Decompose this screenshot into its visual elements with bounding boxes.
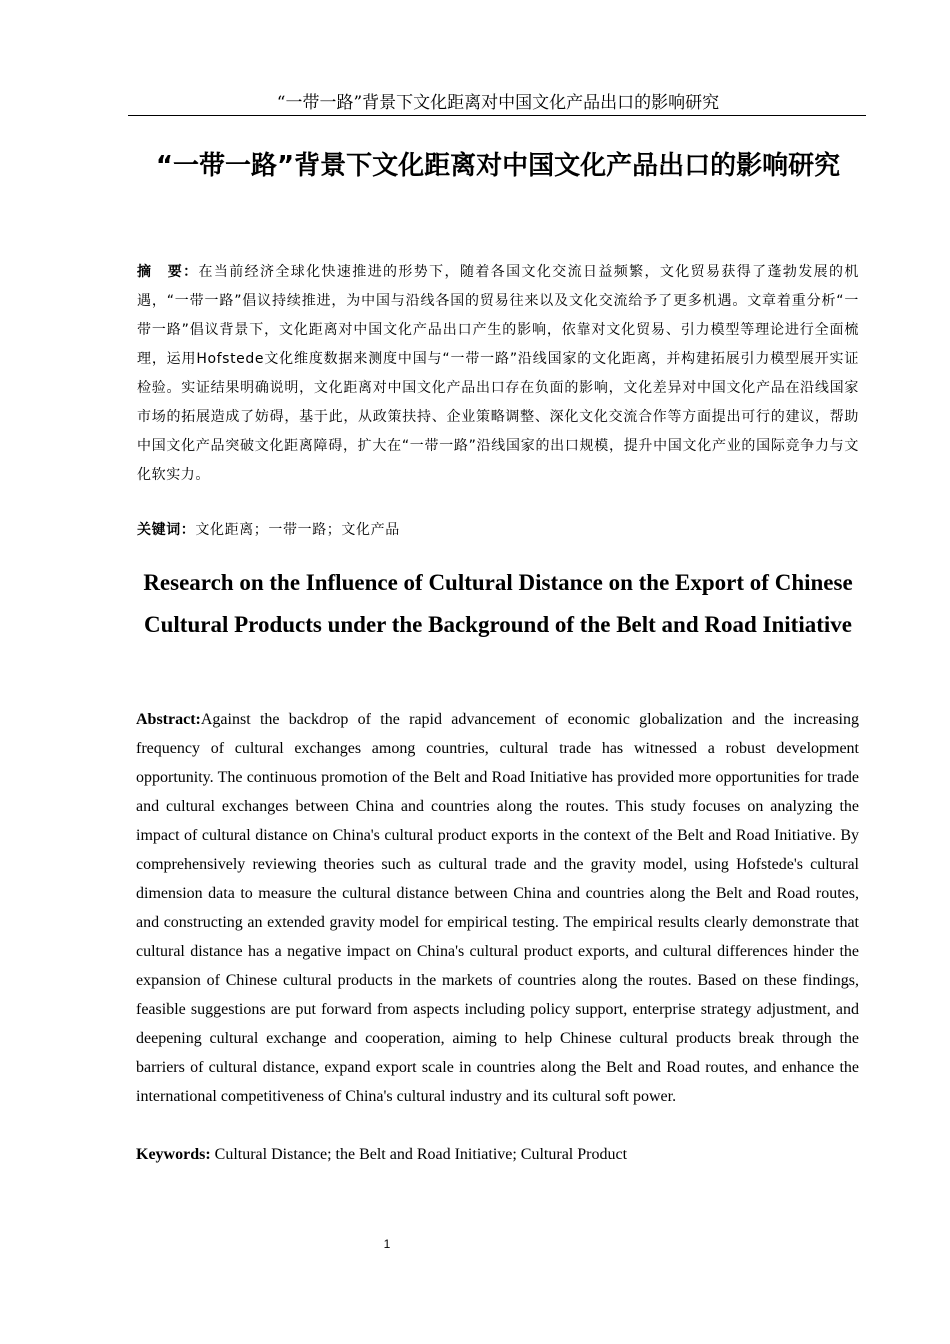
english-abstract-label: Abstract: <box>136 711 201 728</box>
chinese-abstract <box>137 258 859 490</box>
english-keywords-text: Cultural Distance; the Belt and Road Initiative; Cultural Product <box>210 1146 628 1163</box>
english-keywords <box>136 1140 859 1169</box>
chinese-keywords-text: 文化距离；一带一路；文化产品 <box>195 522 400 538</box>
english-title: Research on the Influence of Cultural Distance on the Export of Chinese Cultural Products under the Background of the Belt and Road Initiative <box>143 570 853 637</box>
chinese-title: “一带一路”背景下文化距离对中国文化产品出口的影响研究 <box>155 151 841 181</box>
header-rule <box>128 115 866 116</box>
english-keywords-label: Keywords: <box>136 1146 211 1163</box>
chinese-keywords <box>137 516 859 545</box>
chinese-keywords-label: 关键词： <box>137 522 196 538</box>
page-number: 1 <box>383 1237 391 1251</box>
english-abstract <box>136 705 859 1111</box>
english-abstract-text: Against the backdrop of the rapid advancement of economic globalization and the increasing frequency of cultural exchanges among countries, cultural trade has witnessed a robust development opportunity. The continuous promotion of the Belt and Road Initiative has provided more opportunities for trade and cultural exchanges between China and countries along the routes. This study focuses on analyzing the impact of cultural distance on China's cultural product exports in the context of the Belt and Road Initiative. By comprehensively reviewing theories such as cultural trade and the gravity model, using Hofstede's cultural dimension data to measure the cultural distance between China and countries along the Belt and Road routes, and constructing an extended gravity model for empirical testing. The empirical results clearly demonstrate that cultural distance has a negative impact on China's cultural product exports, and cultural differences hinder the expansion of Chinese cultural products in the markets of countries along the routes. Based on these findings, feasible suggestions are put forward from aspects including policy support, enterprise strategy adjustment, and deepening cultural exchange and cooperation, aiming to help Chinese cultural products break through the barriers of cultural distance, expand export scale in countries along the Belt and Road routes, and enhance the international competitiveness of China's cultural industry and its cultural soft power. <box>136 711 859 1105</box>
chinese-abstract-label: 摘 要： <box>137 264 199 280</box>
chinese-abstract-text: 在当前经济全球化快速推进的形势下，随着各国文化交流日益频繁，文化贸易获得了蓬勃发展的机遇，“一带一路”倡议持续推进，为中国与沿线各国的贸易往来以及文化交流给予了更多机遇。文章着重分析“一带一路”倡议背景下，文化距离对中国文化产品出口产生的影响，依靠对文化贸易、引力模型等理论进行全面梳理，运用Hofstede文化维度数据来测度中国与“一带一路”沿线国家的文化距离，并构建拓展引力模型展开实证检验。实证结果明确说明，文化距离对中国文化产品出口存在负面的影响，文化差异对中国文化产品在沿线国家市场的拓展造成了妨碍，基于此，从政策扶持、企业策略调整、深化文化交流合作等方面提出可行的建议，帮助中国文化产品突破文化距离障碍，扩大在“一带一路”沿线国家的出口规模，提升中国文化产业的国际竞争力与文化软实力。 <box>137 264 859 483</box>
running-header: “一带一路”背景下文化距离对中国文化产品出口的影响研究 <box>276 93 720 113</box>
